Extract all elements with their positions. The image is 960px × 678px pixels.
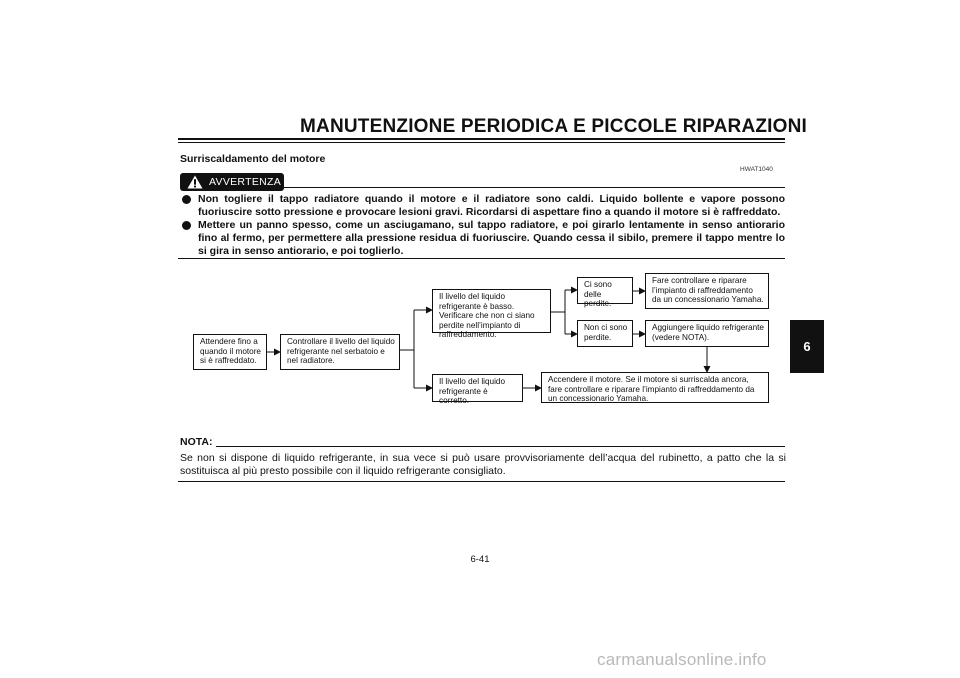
note-label: NOTA: [180, 436, 213, 448]
flow-box-add-coolant: Aggiungere liquido refrigerante (vedere NOTA). [645, 320, 769, 347]
flow-box-level-ok: Il livello del liquido refrigerante è corretto. [432, 374, 523, 402]
flow-box-check-level: Controllare il livello del liquido refrigerante nel serbatoio e nel radiatore. [280, 334, 400, 370]
warning-item [182, 193, 785, 219]
warning-badge [180, 173, 284, 191]
warning-rule [284, 187, 785, 188]
header-rule-thin [178, 142, 785, 143]
flow-box-no-leaks: Non ci sono perdite. [577, 320, 633, 347]
note-text: Se non si dispone di liquido refrigerante, in sua vece si può usare provvisoriamente dell’acqua del rubinetto, a patto che la si sostituisca al più presto possibile con il liquido refrigerante consigliato. [180, 452, 786, 477]
warning-list [182, 193, 785, 258]
bullet-icon [182, 221, 191, 230]
warning-triangle-icon [187, 175, 203, 189]
note-rule [216, 446, 785, 447]
flow-box-start-engine: Accendere il motore. Se il motore si surriscalda ancora, fare controllare e riparare l’impianto di raffreddamento da un concessionario Yamaha. [541, 372, 769, 403]
watermark: carmanualsonline.info [597, 650, 767, 669]
page-number: 6-41 [470, 554, 490, 565]
chapter-tab: 6 [790, 320, 824, 373]
warning-item [182, 219, 785, 258]
section-code: HWAT1040 [740, 166, 773, 173]
header-rule [178, 138, 785, 140]
note-end-rule [178, 481, 785, 482]
flow-box-level-low: Il livello del liquido refrigerante è basso. Verificare che non ci siano perdite nell’impianto di raffreddamento. [432, 289, 551, 333]
warning-item-text: Mettere un panno spesso, come un asciugamano, sul tappo radiatore, e poi girarlo lentamente in senso antiorario fino al fermo, per permettere alla pressione residua di fuoriuscire. Quando cessa il sibilo, premere il tappo mentre lo si gira in senso antiorario, e poi toglierlo. [198, 219, 785, 257]
flow-box-leaks: Ci sono delle perdite. [577, 277, 633, 304]
page-header-title: MANUTENZIONE PERIODICA E PICCOLE RIPARAZIONI [300, 116, 808, 137]
section-title: Surriscaldamento del motore [180, 153, 326, 165]
flow-box-repair: Fare controllare e riparare l’impianto di raffreddamento da un concessionario Yamaha. [645, 273, 769, 309]
bullet-icon [182, 195, 191, 204]
warning-label: AVVERTENZA [209, 176, 282, 188]
warning-item-text: Non togliere il tappo radiatore quando il motore e il radiatore sono caldi. Liquido bollente e vapore possono fuoriuscire sotto pressione e provocare lesioni gravi. Ricordarsi di aspettare fino a quando il motore si è raffreddato. [198, 193, 785, 218]
warning-end-rule [178, 258, 785, 259]
flow-box-wait: Attendere fino a quando il motore si è raffreddato. [193, 334, 267, 370]
